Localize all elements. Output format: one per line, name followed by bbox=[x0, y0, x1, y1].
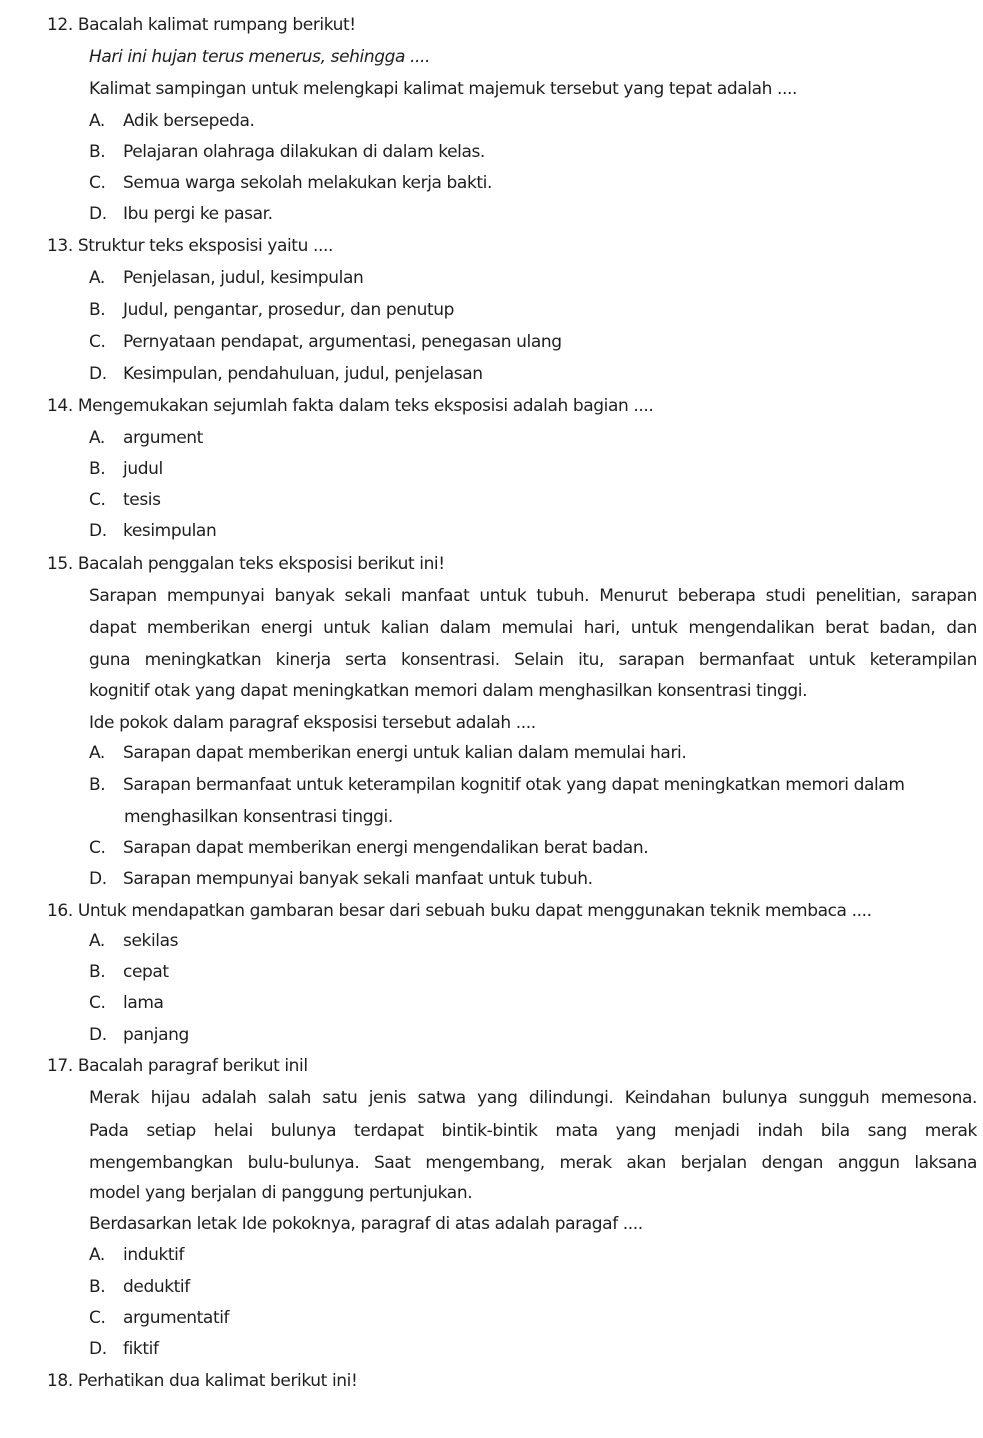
option-text: Sarapan bermanfaat untuk keterampilan kognitif otak yang dapat meningkatkan memori dalam bbox=[123, 775, 905, 795]
question-text: Bacalah paragraf berikut inil bbox=[77, 1056, 308, 1076]
option-letter: D. bbox=[89, 1025, 107, 1045]
option-14-a bbox=[89, 423, 974, 454]
option-15-c bbox=[89, 833, 974, 864]
question-number: 14. bbox=[47, 396, 73, 416]
option-16-d bbox=[89, 1020, 974, 1051]
option-13-b bbox=[89, 295, 974, 326]
option-text: sekilas bbox=[123, 931, 179, 951]
option-text: fiktif bbox=[123, 1339, 159, 1359]
passage-17-line: Merak hijau adalah salah satu jenis satwa yang dilindungi. Keindahan bulunya sungguh memesona. bbox=[89, 1088, 977, 1108]
option-15-b-continued: menghasilkan konsentrasi tinggi. bbox=[124, 807, 393, 827]
option-text: panjang bbox=[123, 1025, 189, 1045]
passage-15-line: guna meningkatkan kinerja serta konsentrasi. Selain itu, sarapan bermanfaat untuk keterampilan bbox=[89, 650, 977, 670]
option-16-a bbox=[89, 926, 974, 957]
option-17-d bbox=[89, 1334, 974, 1365]
option-letter: A. bbox=[89, 268, 105, 288]
option-text: deduktif bbox=[123, 1277, 190, 1297]
option-letter: B. bbox=[89, 300, 106, 320]
question-text: Untuk mendapatkan gambaran besar dari sebuah buku dapat menggunakan teknik membaca .... bbox=[77, 901, 872, 921]
passage-15-line: kognitif otak yang dapat meningkatkan memori dalam menghasilkan konsentrasi tinggi. bbox=[89, 681, 808, 701]
option-letter: C. bbox=[89, 332, 106, 352]
question-number: 17. bbox=[47, 1056, 73, 1076]
option-letter: B. bbox=[89, 459, 106, 479]
question-text: Perhatikan dua kalimat berikut ini! bbox=[77, 1371, 358, 1391]
option-12-d bbox=[89, 199, 974, 230]
option-12-a bbox=[89, 106, 974, 137]
question-number: 13. bbox=[47, 236, 73, 256]
passage-17-line: model yang berjalan di panggung pertunjukan. bbox=[89, 1183, 473, 1203]
option-letter: B. bbox=[89, 142, 106, 162]
option-letter: C. bbox=[89, 490, 106, 510]
question-13-prompt bbox=[47, 231, 967, 262]
option-text: Penjelasan, judul, kesimpulan bbox=[123, 268, 364, 288]
question-number: 16. bbox=[47, 901, 73, 921]
option-text: Pernyataan pendapat, argumentasi, penegasan ulang bbox=[123, 332, 562, 352]
option-12-c bbox=[89, 168, 974, 199]
option-text: induktif bbox=[123, 1245, 185, 1265]
question-12-prompt bbox=[47, 10, 967, 41]
option-text: lama bbox=[123, 993, 164, 1013]
option-letter: B. bbox=[89, 1277, 106, 1297]
passage-17-line: Pada setiap helai bulunya terdapat bintik-bintik mata yang menjadi indah bila sang merak bbox=[89, 1121, 977, 1141]
option-text: Sarapan mempunyai banyak sekali manfaat untuk tubuh. bbox=[123, 869, 593, 889]
option-text: argumentatif bbox=[123, 1308, 230, 1328]
question-15-instruction: Ide pokok dalam paragraf eksposisi tersebut adalah .... bbox=[89, 713, 536, 733]
question-14-prompt bbox=[47, 391, 967, 422]
question-16-prompt bbox=[47, 896, 967, 927]
option-text: Kesimpulan, pendahuluan, judul, penjelasan bbox=[123, 364, 483, 384]
question-15-prompt bbox=[47, 549, 967, 580]
option-13-d bbox=[89, 359, 974, 390]
option-17-a bbox=[89, 1240, 974, 1271]
option-text: Semua warga sekolah melakukan kerja bakti. bbox=[123, 173, 492, 193]
option-text: kesimpulan bbox=[123, 521, 217, 541]
option-letter: D. bbox=[89, 204, 107, 224]
option-text: cepat bbox=[123, 962, 169, 982]
option-text: argument bbox=[123, 428, 203, 448]
option-17-c bbox=[89, 1303, 974, 1334]
option-15-b bbox=[89, 770, 974, 801]
option-letter: D. bbox=[89, 521, 107, 541]
option-14-b bbox=[89, 454, 974, 485]
option-letter: A. bbox=[89, 111, 105, 131]
question-number: 12. bbox=[47, 15, 73, 35]
option-text: Judul, pengantar, prosedur, dan penutup bbox=[123, 300, 455, 320]
option-14-c bbox=[89, 485, 974, 516]
option-16-c bbox=[89, 988, 974, 1019]
option-letter: C. bbox=[89, 173, 106, 193]
option-text: Pelajaran olahraga dilakukan di dalam kelas. bbox=[123, 142, 485, 162]
question-text: Struktur teks eksposisi yaitu .... bbox=[77, 236, 333, 256]
option-14-d bbox=[89, 516, 974, 547]
question-17-prompt bbox=[47, 1051, 967, 1082]
option-16-b bbox=[89, 957, 974, 988]
option-17-b bbox=[89, 1272, 974, 1303]
option-letter: A. bbox=[89, 931, 105, 951]
question-text: Bacalah penggalan teks eksposisi berikut ini! bbox=[77, 554, 445, 574]
question-number: 15. bbox=[47, 554, 73, 574]
option-13-c bbox=[89, 327, 974, 358]
option-letter: D. bbox=[89, 869, 107, 889]
question-17-instruction: Berdasarkan letak Ide pokoknya, paragraf di atas adalah paragaf .... bbox=[89, 1214, 643, 1234]
option-text: judul bbox=[123, 459, 163, 479]
option-letter: C. bbox=[89, 1308, 106, 1328]
option-letter: C. bbox=[89, 838, 106, 858]
option-letter: A. bbox=[89, 743, 105, 763]
passage-17-line: mengembangkan bulu-bulunya. Saat mengembang, merak akan berjalan dengan anggun laksana bbox=[89, 1153, 977, 1173]
question-text: Bacalah kalimat rumpang berikut! bbox=[77, 15, 356, 35]
option-text: tesis bbox=[123, 490, 161, 510]
option-text: Sarapan dapat memberikan energi untuk kalian dalam memulai hari. bbox=[123, 743, 687, 763]
option-13-a bbox=[89, 263, 974, 294]
option-letter: D. bbox=[89, 364, 107, 384]
option-letter: A. bbox=[89, 1245, 105, 1265]
option-letter: C. bbox=[89, 993, 106, 1013]
option-text: Sarapan dapat memberikan energi mengendalikan berat badan. bbox=[123, 838, 649, 858]
option-12-b bbox=[89, 137, 974, 168]
question-18-prompt bbox=[47, 1366, 967, 1397]
question-number: 18. bbox=[47, 1371, 73, 1391]
question-12-sentence: Hari ini hujan terus menerus, sehingga .... bbox=[89, 47, 431, 67]
option-letter: D. bbox=[89, 1339, 107, 1359]
passage-15-line: dapat memberikan energi untuk kalian dalam memulai hari, untuk mengendalikan berat badan, dan bbox=[89, 618, 977, 638]
option-text: Ibu pergi ke pasar. bbox=[123, 204, 273, 224]
option-letter: B. bbox=[89, 775, 106, 795]
option-letter: B. bbox=[89, 962, 106, 982]
question-text: Mengemukakan sejumlah fakta dalam teks eksposisi adalah bagian .... bbox=[77, 396, 654, 416]
option-15-a bbox=[89, 738, 974, 769]
option-text: Adik bersepeda. bbox=[123, 111, 255, 131]
passage-15-line: Sarapan mempunyai banyak sekali manfaat untuk tubuh. Menurut beberapa studi penelitian, sarapan bbox=[89, 586, 977, 606]
option-letter: A. bbox=[89, 428, 105, 448]
option-15-d bbox=[89, 864, 974, 895]
question-12-instruction: Kalimat sampingan untuk melengkapi kalimat majemuk tersebut yang tepat adalah .... bbox=[89, 79, 798, 99]
